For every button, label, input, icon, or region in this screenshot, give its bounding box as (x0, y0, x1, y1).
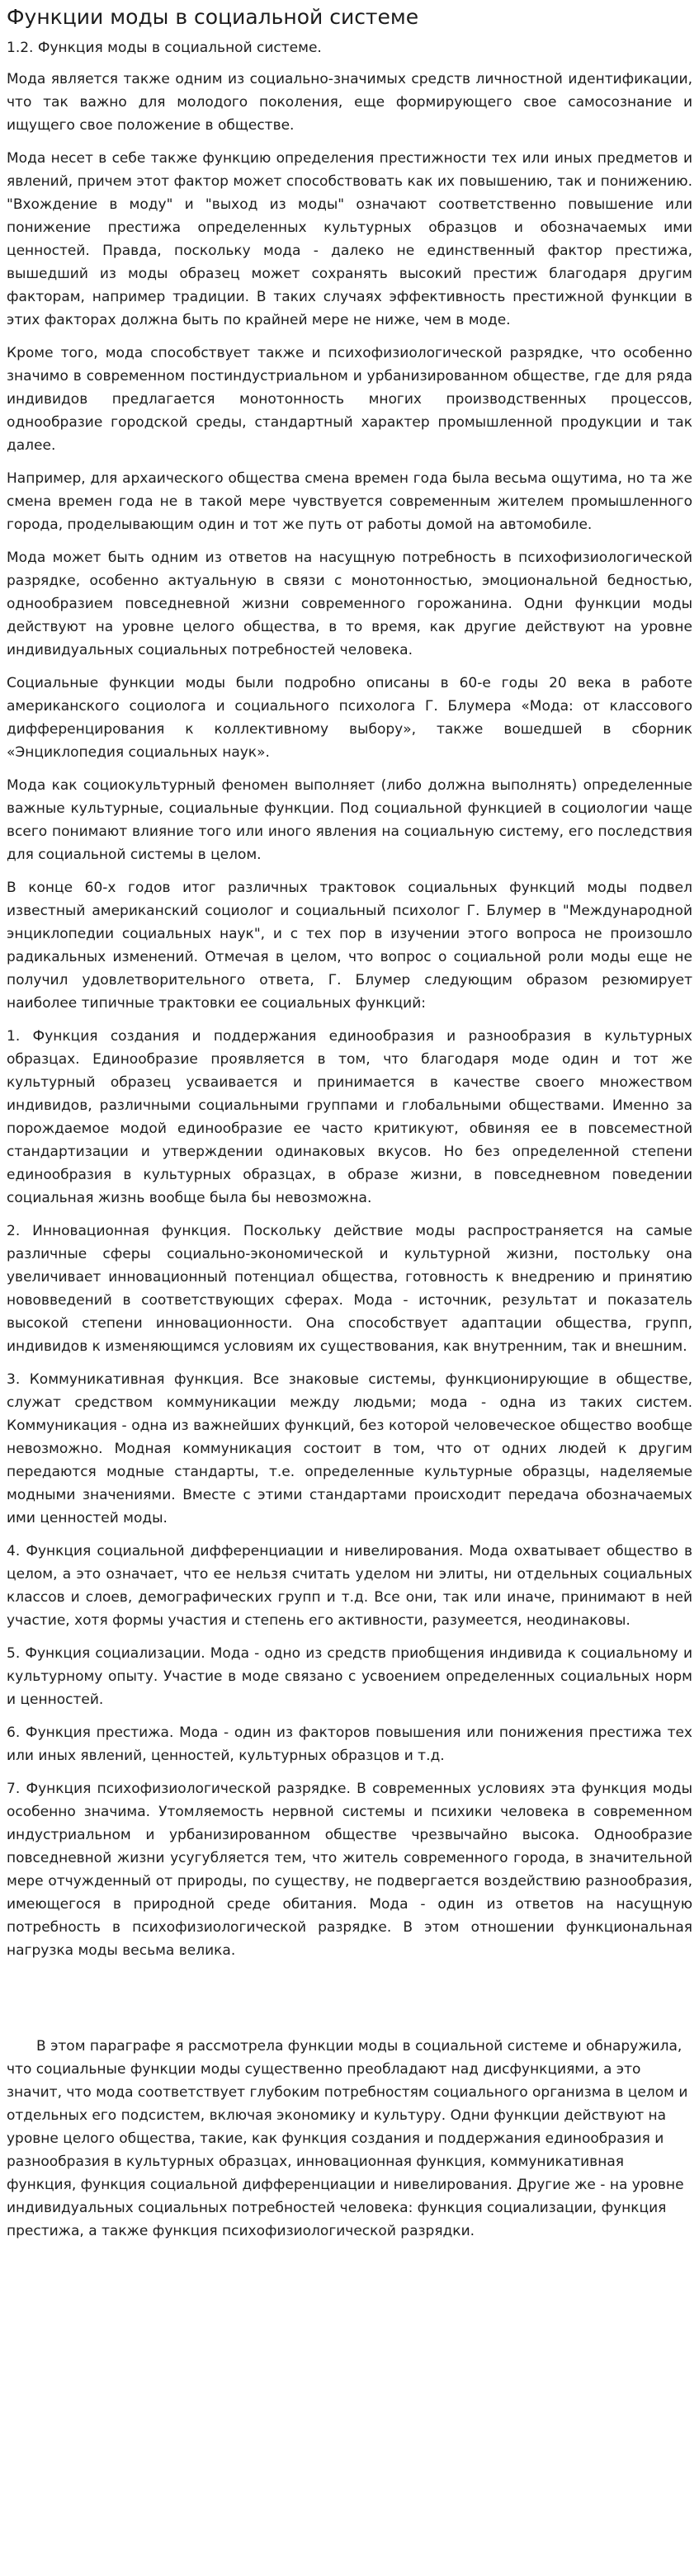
paragraph: Например, для архаического общества смена времен года была весьма ощутима, но та же смена времен года не в такой мере чувствуется современным жителем промышленного города, проделывающим один и тот же путь от работы домой на автомобиле. (7, 470, 692, 533)
conclusion-paragraph: В этом параграфе я рассмотрела функции моды в социальной системе и обнаружила, что социальные функции моды существенно преобладают над дисфункциями, а это значит, что мода соответствует глубоким потребностям социального организма в целом и отдельных его подсистем, включая экономику и культуру. Одни функции действуют на уровне целого общества, такие, как функция создания и поддержания единообразия и разнообразия в культурных образцах, инновационная функция, коммуникативная функция, функция социальной дифференциации и нивелирования. Другие же - на уровне индивидуальных социальных потребностей человека: функция социализации, функция престижа, а также функция психофизиологической разрядки. (7, 2038, 688, 2239)
list-item-function-1: 1. Функция создания и поддержания единообразия и разнообразия в культурных образцах. Единообразие проявляется в том, что благодаря моде один и тот же культурный образец усваивается и принимается в качестве своего множеством индивидов, различными социальными группами и глобальными обществами. Именно за порождаемое модой единообразие ее часто критикуют, обвиняя ее в повсеместной стандартизации и утверждении одинаковых вкусов. Но без определенной степени единообразия в культурных образцах, в образе жизни, в повседневном поведении социальная жизнь вообще была бы невозможна. (7, 1028, 692, 1206)
section-spacer (7, 1972, 692, 2035)
paragraph: Кроме того, мода способствует также и психофизиологической разрядке, что особенно значимо в современном постиндустриальном и урбанизированном обществе, где для ряда индивидов предлагается монотонность многих производственных процессов, однообразие городской среды, стандартный характер промышленной продукции и так далее. (7, 345, 692, 454)
list-item-function-7: 7. Функция психофизиологической разрядке. В современных условиях эта функция моды особенно значима. Утомляемость нервной системы и психики человека в современном индустриальном и урбанизированном обществе чрезвычайно высока. Однообразие повседневной жизни усугубляется тем, что житель современного города, в значительной мере отчужденный от природы, по существу, не подвергается воздействию разнообразия, имеющегося в природной среде обитания. Мода - один из ответов на насущную потребность в психофизиологической разрядке. В этом отношении функциональная нагрузка моды весьма велика. (7, 1781, 692, 1959)
paragraph: Социальные функции моды были подробно описаны в 60-е годы 20 века в работе американского социолога и социального психолога Г. Блумера «Мода: от классового дифференцирования к коллективному выбору», также вошедшей в сборник «Энциклопедия социальных наук». (7, 675, 692, 761)
paragraph: В конце 60-х годов итог различных трактовок социальных функций моды подвел известный американский социолог и социальный психолог Г. Блумер в "Международной энциклопедии социальных наук", и с тех пор в изучении этого вопроса не произошло радикальных изменений. Отмечая в целом, что вопрос о социальной роли моды еще не получил удовлетворительного ответа, Г. Блумер следующим образом резюмирует наиболее типичные трактовки ее социальных функций: (7, 880, 692, 1012)
list-item-function-5: 5. Функция социализации. Мода - одно из средств приобщения индивида к социальному и культурному опыту. Участие в моде связано с усвоением определенных социальных норм и ценностей. (7, 1645, 692, 1708)
paragraph: Мода как социокультурный феномен выполняет (либо должна выполнять) определенные важные культурные, социальные функции. Под социальной функцией в социологии чаще всего понимают влияние того или иного явления на социальную систему, его последствия для социальной системы в целом. (7, 777, 692, 863)
paragraph: Мода несет в себе также функцию определения престижности тех или иных предметов и явлений, причем этот фактор может способствовать как их повышению, так и понижению. "Вхождение в моду" и "выход из моды" означают соответственно повышение или понижение престижа определенных культурных образцов и обозначаемых ими ценностей. Правда, поскольку мода - далеко не единственный фактор престижа, вышедший из моды образец может сохранять высокий престиж благодаря другим факторам, например традиции. В таких случаях эффективность престижной функции в этих факторах должна быть по крайней мере не ниже, чем в моде. (7, 150, 692, 328)
list-item-function-6: 6. Функция престижа. Мода - один из факторов повышения или понижения престижа тех или иных явлений, ценностей, культурных образцов и т.д. (7, 1724, 692, 1764)
list-item-function-4: 4. Функция социальной дифференциации и нивелирования. Мода охватывает общество в целом, а это означает, что ее нельзя считать уделом ни элиты, ни отдельных социальных классов и слоев, демографических групп и т.д. Все они, так или иначе, принимают в ней участие, хотя формы участия и степень его активности, разумеется, неодинаковы. (7, 1543, 692, 1629)
list-item-function-2: 2. Инновационная функция. Поскольку действие моды распространяется на самые различные сферы социально-экономической и культурной жизни, постольку она увеличивает инновационный потенциал общества, готовность к внедрению и принятию нововведений в соответствующих сферах. Мода - источник, результат и показатель высокой степени инновационности. Она способствует адаптации общества, групп, индивидов к изменяющимся условиям их существования, как внутренним, так и внешним. (7, 1223, 692, 1355)
page-title: Функции моды в социальной системе (7, 5, 419, 29)
paragraph: Мода является также одним из социально-значимых средств личностной идентификации, что так важно для молодого поколения, еще формирующего свое самосознание и ищущего свое положение в обществе. (7, 71, 692, 134)
list-item-function-3: 3. Коммуникативная функция. Все знаковые системы, функционирующие в обществе, служат средством коммуникации между людьми; мода - одна из таких систем. Коммуникация - одна из важнейших функций, без которой человеческое общество вообще невозможно. Модная коммуникация состоит в том, что от одних людей к другим передаются модные стандарты, т.е. определенные культурные образцы, наделяемые модными значениями. Вместе с этими стандартами происходит передача обозначаемых ими ценностей моды. (7, 1371, 692, 1526)
section-heading: 1.2. Функция моды в социальной системе. (7, 40, 322, 56)
paragraph: Мода может быть одним из ответов на насущную потребность в психофизиологической разрядке, особенно актуальную в связи с монотонностью, эмоциональной бедностью, однообразием повседневной жизни современного горожанина. Одни функции моды действуют на уровне целого общества, в то время, как другие действуют на уровне индивидуальных социальных потребностей человека. (7, 550, 692, 658)
